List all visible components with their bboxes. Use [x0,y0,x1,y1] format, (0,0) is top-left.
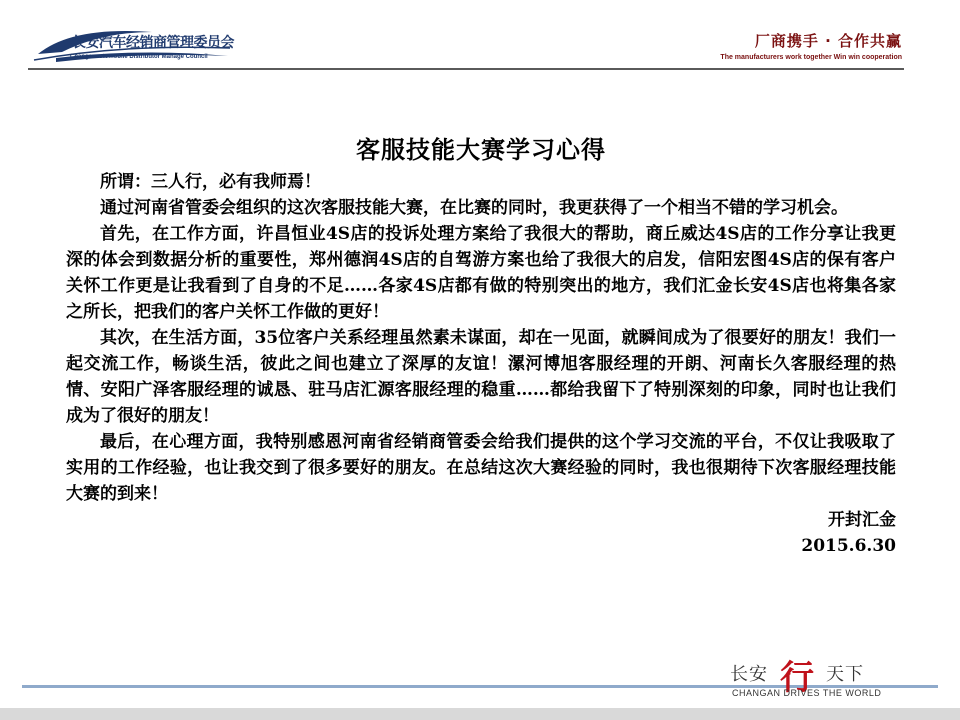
council-name-en: Changanautomobile Distributor Manage Council [70,54,208,60]
signature-name: 开封汇金 [828,510,896,530]
paragraph-2: 通过河南省管委会组织的这次客服技能大赛，在比赛的同时，我更获得了一个相当不错的学习机会。 [100,198,848,218]
document-title: 客服技能大赛学习心得 [356,135,606,164]
header-divider [28,68,904,70]
paragraph-1: 所谓：三人行，必有我师焉！ [100,172,321,192]
council-name-cn: 长安汽车经销商管理委员会 [72,35,234,51]
slogan-cn: 厂商携手 · 合作共赢 [754,32,902,50]
slide-header [0,0,960,80]
bottom-band [0,708,960,720]
paragraph-4: 其次，在生活方面，35位客户关系经理虽然素未谋面，却在一见面，就瞬间成为了很要好的朋友！我们一起交流工作，畅谈生活，彼此之间也建立了深厚的友谊！漯河博旭客服经理的开朗、河南长久客服经理的热情、安阳广泽客服经理的诚恳、驻马店汇源客服经理的稳重……都给我留下了特别深刻的印象，同时也让我们成为了很好的朋友！ [66,328,896,426]
paragraph-3: 首先，在工作方面，许昌恒业4S店的投诉处理方案给了我很大的帮助，商丘威达4S店的工作分享让我更深的体会到数据分析的重要性，郑州德润4S店的自驾游方案也给了我很大的启发，信阳宏图4S店的保有客户关怀工作更是让我看到了自身的不足……各家4S店都有做的特别突出的地方，我们汇金长安4S店也将集各家之所长，把我们的客户关怀工作做的更好！ [66,224,896,322]
brand-text-left: 长安 [730,664,768,685]
signature-date: 2015.6.30 [801,536,896,556]
brand-slogan-en: CHANGAN DRIVES THE WORLD [732,688,882,698]
paragraph-5: 最后，在心理方面，我特别感恩河南省经销商管委会给我们提供的这个学习交流的平台，不仅让我吸取了实用的工作经验，也让我交到了很多要好的朋友。在总结这次大赛经验的同时，我也很期待下次客服经理技能大赛的到来！ [66,432,896,504]
brand-mark-icon: 行 [780,658,814,698]
document-body [66,130,896,559]
slogan-en: The manufacturers work together Win win cooperation [720,54,902,61]
slogan [720,30,902,61]
brand-text-right: 天下 [826,664,864,685]
dealer-council-logo [32,22,232,72]
